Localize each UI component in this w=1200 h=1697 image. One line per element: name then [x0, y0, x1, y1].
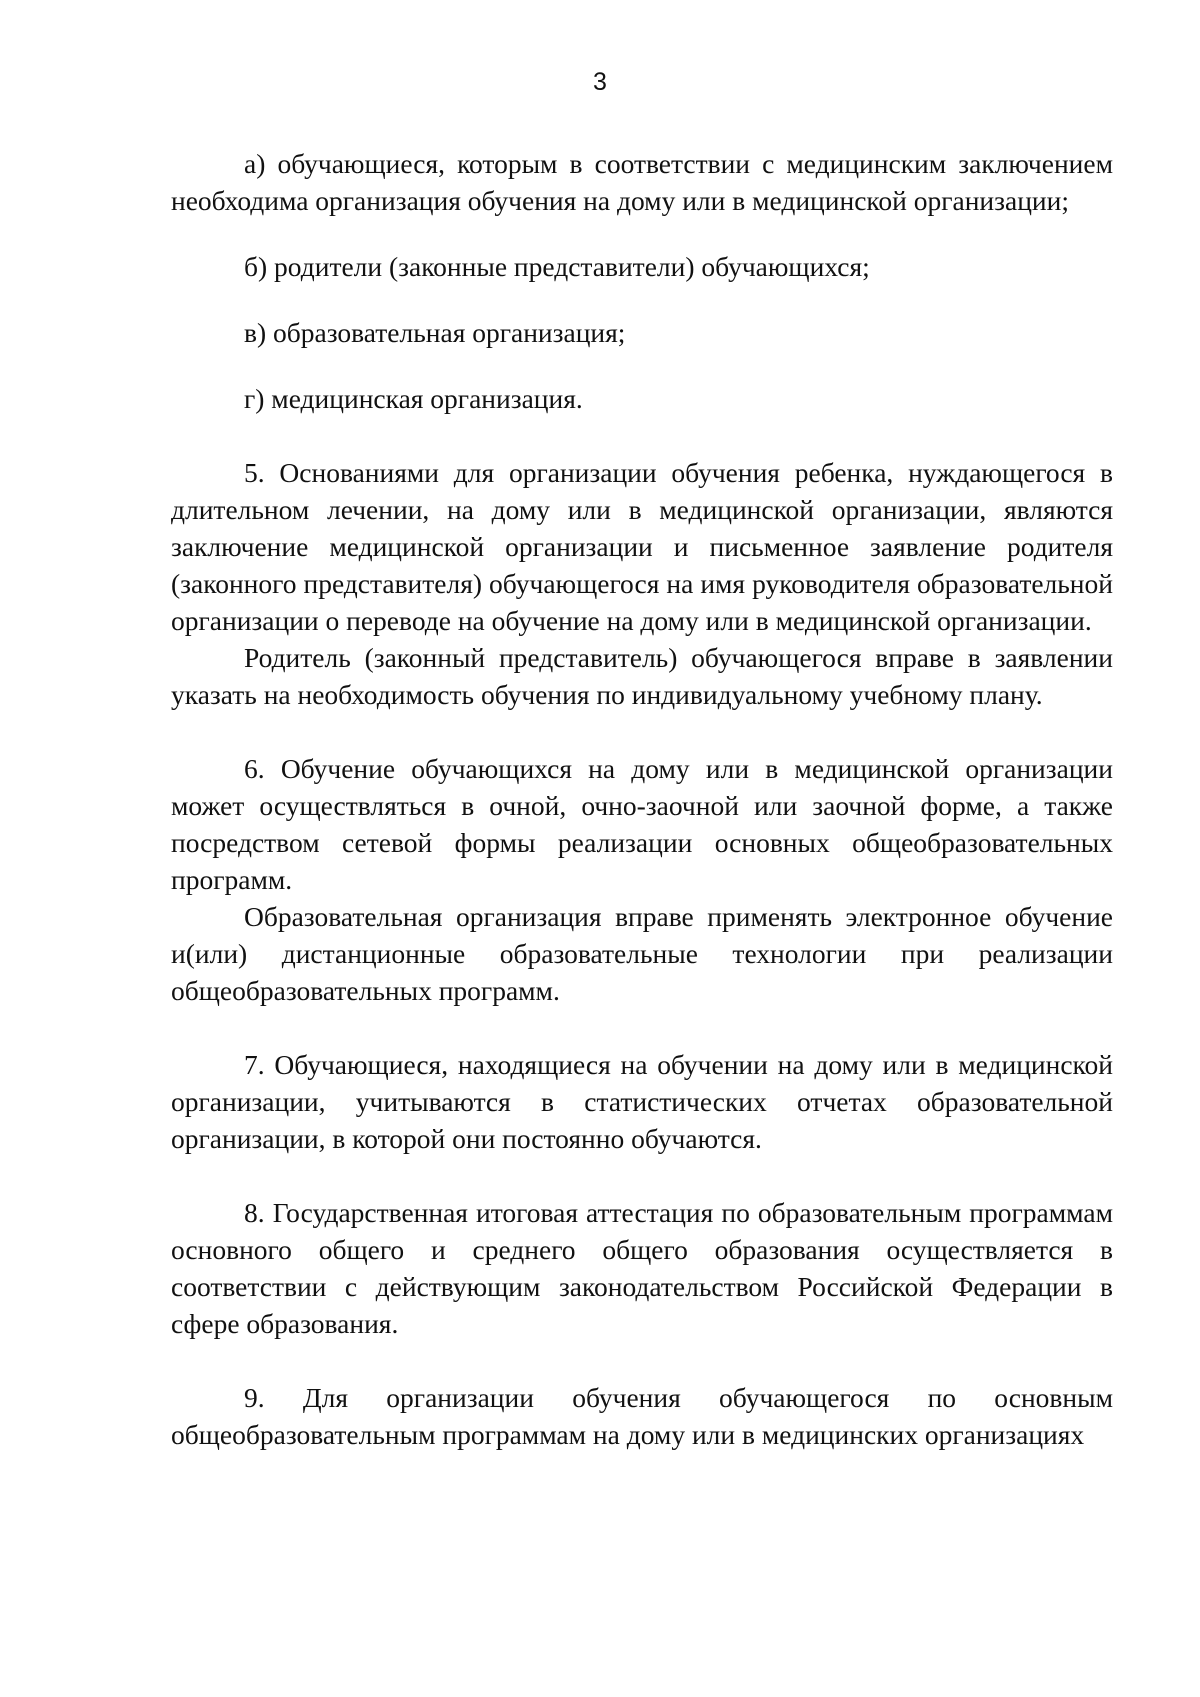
paragraph-section-9: 9. Для организации обучения обучающегося по основным общеобразовательным программам на дому или в медицинских организациях — [171, 1382, 1113, 1450]
paragraph-section-8: 8. Государственная итоговая аттестация по образовательным программам основного общего и среднего общего образования осуществляется в соответствии с действующим законодательством Российской Федерации в сфере образования. — [171, 1197, 1113, 1339]
paragraph-section-5: 5. Основаниями для организации обучения ребенка, нуждающегося в длительном лечении, на дому или в медицинской организации, являются заключение медицинской организации и письменное заявление родителя (законного представителя) обучающегося на имя руководителя образовательной организации о переводе на обучение на дому или в медицинской организации. — [171, 457, 1113, 636]
paragraph-section-7: 7. Обучающиеся, находящиеся на обучении на дому или в медицинской организации, учитываются в статистических отчетах образовательной организации, в которой они постоянно обучаются. — [171, 1049, 1113, 1154]
paragraph-section-6-continued: Образовательная организация вправе применять электронное обучение и(или) дистанционные образовательные технологии при реализации общеобразовательных программ. — [171, 901, 1113, 1006]
paragraph-item-a: а) обучающиеся, которым в соответствии с медицинским заключением необходима организация обучения на дому или в медицинской организации; — [171, 148, 1113, 216]
page-number: 3 — [593, 68, 607, 96]
paragraph-item-g: г) медицинская организация. — [244, 383, 583, 414]
paragraph-section-5-continued: Родитель (законный представитель) обучающегося вправе в заявлении указать на необходимость обучения по индивидуальному учебному плану. — [171, 642, 1113, 710]
paragraph-item-v: в) образовательная организация; — [244, 317, 626, 348]
paragraph-item-b: б) родители (законные представители) обучающихся; — [244, 251, 870, 282]
document-body — [171, 145, 1113, 1453]
paragraph-section-6: 6. Обучение обучающихся на дому или в медицинской организации может осуществляться в очной, очно-заочной или заочной форме, а также посредством сетевой формы реализации основных общеобразовательных программ. — [171, 753, 1113, 895]
